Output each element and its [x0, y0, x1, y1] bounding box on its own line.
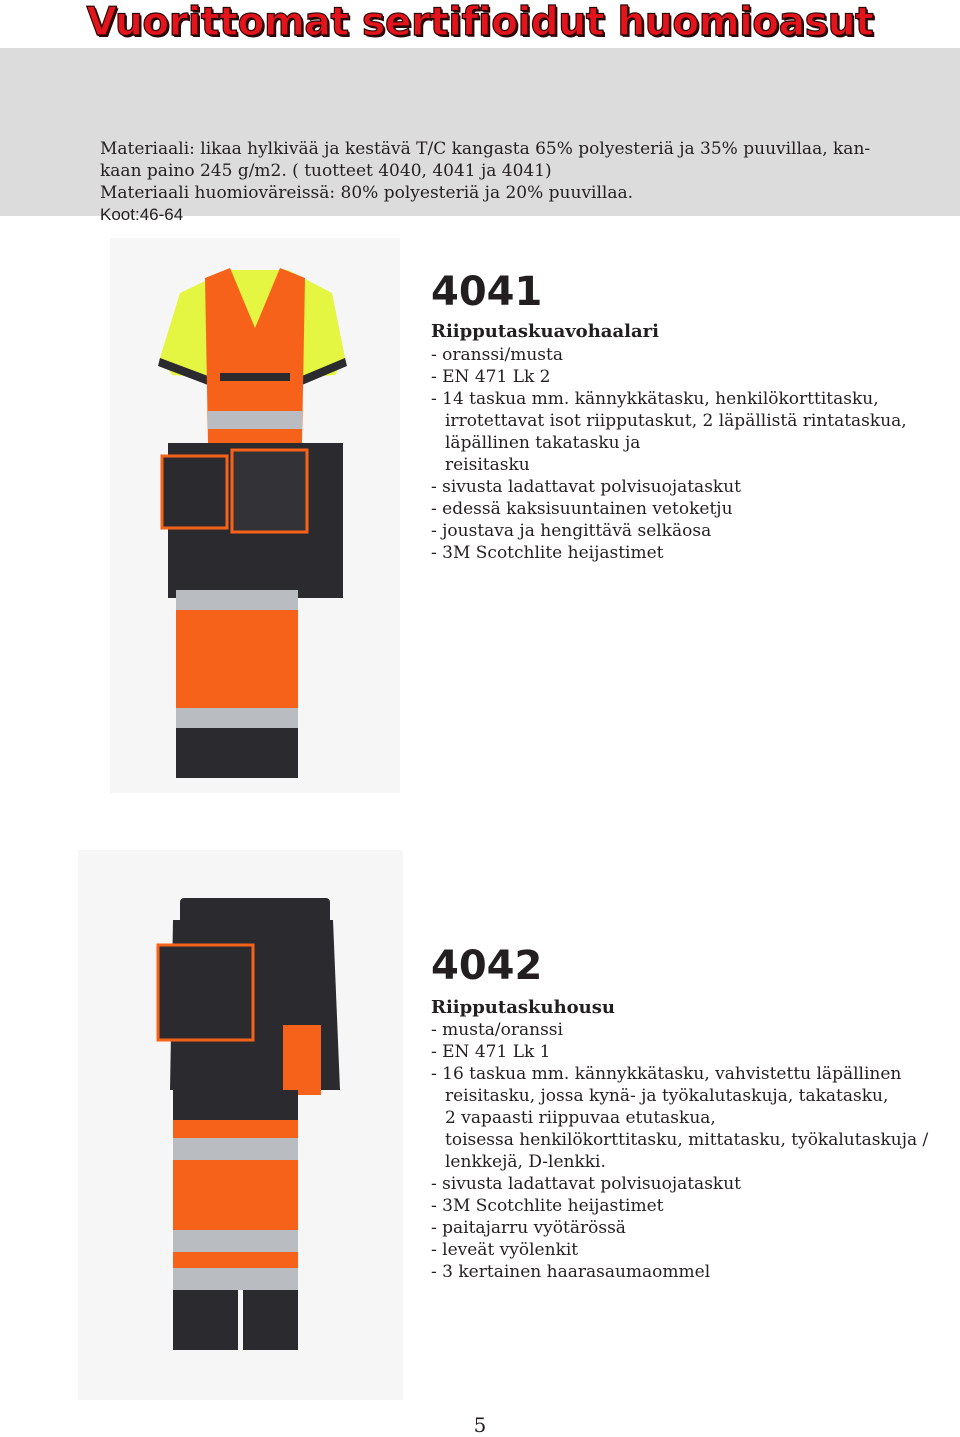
reflective-stripe [176, 590, 298, 610]
knee-area [173, 1090, 298, 1120]
trousers-illustration [78, 850, 403, 1400]
product-spec: 2 vapaasti riippuvaa etutaskua, [445, 1108, 716, 1128]
material-sizes: Koot:46-64 [100, 205, 184, 224]
hanging-pocket [162, 456, 227, 528]
right-leg [238, 598, 298, 708]
chest-pocket-flap [220, 373, 290, 381]
reflective-stripe [173, 1230, 298, 1252]
product-spec: - 14 taskua mm. kännykkätasku, henkilökorttitasku, [431, 389, 879, 409]
reflective-stripe [173, 1138, 298, 1160]
product-spec: - edessä kaksisuuntainen vetoketju [431, 499, 733, 519]
product-spec: - leveät vyölenkit [431, 1240, 579, 1260]
product-spec: - 16 taskua mm. kännykkätasku, vahvistettu läpällinen [431, 1064, 902, 1084]
reflective-stripe [176, 708, 298, 728]
product-spec: lenkkejä, D-lenkki. [445, 1152, 606, 1172]
product-spec: reisitasku [445, 455, 530, 475]
leg-hem [173, 1290, 238, 1350]
product-spec: - EN 471 Lk 2 [431, 367, 551, 387]
material-line: Materiaali huomioväreissä: 80% polyesteriä ja 20% puuvillaa. [100, 183, 634, 203]
product-image-4041 [110, 238, 400, 793]
product-spec: - musta/oranssi [431, 1020, 563, 1040]
product-spec: toisessa henkilökorttitasku, mittatasku, työkalutaskuja / [445, 1130, 929, 1150]
leg-hem [238, 728, 298, 778]
product-name: Riipputaskuhousu [431, 997, 615, 1018]
product-spec: reisitasku, jossa kynä- ja työkalutaskuja, takatasku, [445, 1086, 889, 1106]
thigh-pocket [283, 1025, 321, 1095]
reflective-stripe [173, 1268, 298, 1290]
page-number: 5 [473, 1413, 487, 1437]
leg-hem [243, 1290, 298, 1350]
page-title: Vuorittomat sertifioidut huomioasut [86, 0, 874, 45]
product-code: 4041 [431, 269, 543, 315]
product-name: Riipputaskuavohaalari [431, 321, 659, 342]
product-code: 4042 [431, 943, 543, 989]
hanging-pocket [158, 945, 253, 1040]
hanging-pocket [232, 450, 307, 532]
product-spec: - paitajarru vyötärössä [431, 1218, 626, 1238]
reflective-stripe [208, 411, 302, 429]
product-spec: - sivusta ladattavat polvisuojataskut [431, 477, 742, 497]
product-spec: - 3M Scotchlite heijastimet [431, 543, 664, 563]
product-spec: irrotettavat isot riipputaskut, 2 läpällistä rintataskua, [445, 411, 907, 431]
material-line: kaan paino 245 g/m2. ( tuotteet 4040, 4041 ja 4041) [100, 161, 552, 181]
product-spec: - EN 471 Lk 1 [431, 1042, 551, 1062]
product-spec: - 3M Scotchlite heijastimet [431, 1196, 664, 1216]
product-spec: - oranssi/musta [431, 345, 563, 365]
material-line: Materiaali: likaa hylkivää ja kestävä T/C kangasta 65% polyesteriä ja 35% puuvillaa, kan- [100, 139, 871, 159]
product-spec: läpällinen takatasku ja [445, 433, 641, 453]
product-spec: - sivusta ladattavat polvisuojataskut [431, 1174, 742, 1194]
bib-overall-illustration [110, 238, 400, 793]
product-spec: - joustava ja hengittävä selkäosa [431, 521, 712, 541]
material-info-box [0, 48, 960, 224]
product-spec: - 3 kertainen haarasaumaommel [431, 1262, 711, 1282]
product-image-4042 [78, 850, 403, 1400]
